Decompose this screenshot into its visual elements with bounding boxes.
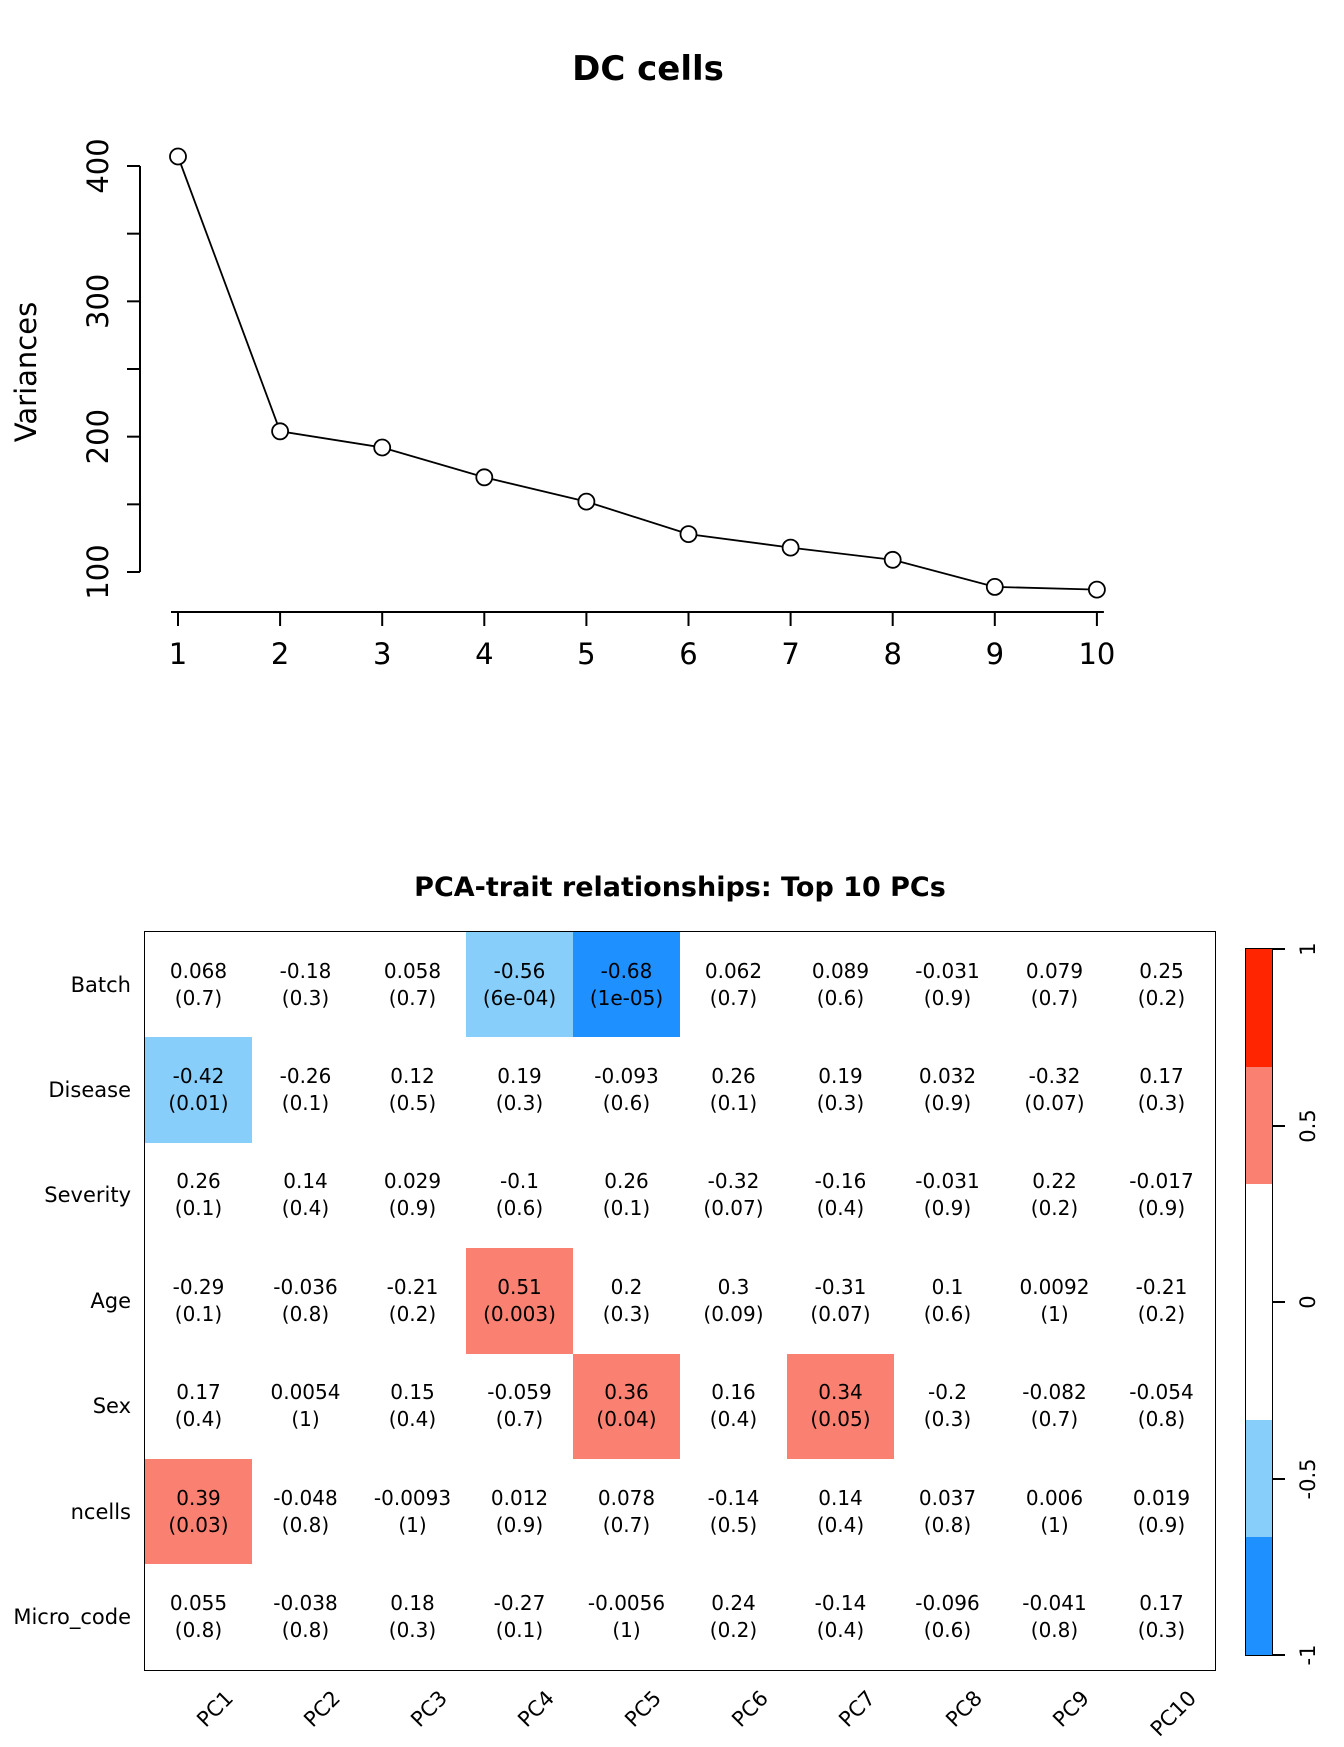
- correlation-value: 0.26: [711, 1064, 756, 1089]
- p-value: (0.8): [281, 1512, 330, 1537]
- correlation-value: -0.16: [814, 1169, 867, 1194]
- correlation-value: 0.16: [711, 1380, 756, 1405]
- correlation-value: -0.29: [172, 1274, 225, 1299]
- heatmap-cell: [359, 1564, 466, 1669]
- scree-point: [578, 494, 594, 510]
- correlation-value: -0.096: [915, 1591, 980, 1616]
- correlation-value: 0.0054: [270, 1380, 341, 1405]
- heatmap-cell: [252, 1459, 359, 1564]
- x-tick-label: 9: [985, 637, 1005, 671]
- correlation-value: 0.006: [1025, 1485, 1084, 1510]
- heatmap-col-label: PC4: [512, 1685, 559, 1732]
- heatmap-cell: [466, 932, 573, 1037]
- correlation-value: 0.058: [383, 958, 442, 983]
- heatmap-row-label: Severity: [44, 1183, 131, 1208]
- heatmap-cell: [680, 1354, 787, 1459]
- correlation-value: -0.18: [279, 958, 332, 983]
- p-value: (1): [1040, 1301, 1069, 1326]
- p-value: (0.6): [495, 1196, 544, 1221]
- p-value: (0.7): [1030, 1407, 1079, 1432]
- p-value: (0.8): [923, 1512, 972, 1537]
- p-value: (0.3): [1137, 1618, 1186, 1643]
- correlation-value: 0.078: [597, 1485, 656, 1510]
- correlation-value: 0.0092: [1019, 1274, 1090, 1299]
- correlation-value: 0.032: [918, 1064, 977, 1089]
- correlation-value: -0.27: [493, 1591, 546, 1616]
- correlation-value: 0.36: [604, 1380, 649, 1405]
- correlation-value: -0.2: [927, 1380, 968, 1405]
- p-value: (0.1): [281, 1091, 330, 1116]
- correlation-value: 0.34: [818, 1380, 863, 1405]
- p-value: (0.6): [602, 1091, 651, 1116]
- heatmap-cell: [680, 932, 787, 1037]
- p-value: (0.2): [388, 1301, 437, 1326]
- heatmap-cell: [573, 1143, 680, 1248]
- correlation-value: -0.031: [915, 1169, 980, 1194]
- heatmap-cell: [573, 1459, 680, 1564]
- correlation-value: -0.0093: [373, 1485, 452, 1510]
- correlation-value: -0.036: [273, 1274, 338, 1299]
- heatmap-cell: [1001, 1564, 1108, 1669]
- p-value: (0.2): [709, 1618, 758, 1643]
- heatmap-col-label: PC8: [940, 1685, 987, 1732]
- p-value: (0.6): [816, 985, 865, 1010]
- scree-title: DC cells: [572, 49, 724, 89]
- heatmap-cell: [466, 1143, 573, 1248]
- p-value: (0.4): [816, 1512, 865, 1537]
- p-value: (0.9): [1137, 1196, 1186, 1221]
- heatmap-cell: [680, 1248, 787, 1353]
- p-value: (0.3): [602, 1301, 651, 1326]
- heatmap-cell: [466, 1037, 573, 1142]
- colorbar-tick: [1272, 948, 1285, 950]
- p-value: (0.3): [388, 1618, 437, 1643]
- p-value: (0.9): [923, 985, 972, 1010]
- colorbar-segment: [1246, 1537, 1272, 1655]
- correlation-value: -0.1: [499, 1169, 540, 1194]
- p-value: (0.4): [281, 1196, 330, 1221]
- correlation-value: 0.17: [1139, 1591, 1184, 1616]
- colorbar-tick-label: 0: [1296, 1295, 1320, 1309]
- p-value: (0.9): [495, 1512, 544, 1537]
- correlation-value: 0.51: [497, 1274, 542, 1299]
- heatmap-cell: [145, 1037, 252, 1142]
- heatmap-col-label: PC9: [1047, 1685, 1094, 1732]
- heatmap-cell: [145, 1564, 252, 1669]
- p-value: (0.07): [703, 1196, 764, 1221]
- correlation-value: 0.25: [1139, 958, 1184, 983]
- correlation-value: 0.19: [818, 1064, 863, 1089]
- heatmap-row-label: ncells: [70, 1499, 131, 1524]
- p-value: (0.03): [168, 1512, 229, 1537]
- p-value: (0.1): [174, 1196, 223, 1221]
- p-value: (6e-04): [482, 985, 557, 1010]
- p-value: (0.05): [810, 1407, 871, 1432]
- heatmap-col-label: PC7: [833, 1685, 880, 1732]
- correlation-value: 0.037: [918, 1485, 977, 1510]
- x-tick-label: 2: [270, 637, 290, 671]
- heatmap-cell: [359, 1354, 466, 1459]
- p-value: (0.3): [923, 1407, 972, 1432]
- heatmap-cell: [787, 932, 894, 1037]
- p-value: (0.3): [1137, 1091, 1186, 1116]
- heatmap-cell: [466, 1564, 573, 1669]
- heatmap-cell: [680, 1564, 787, 1669]
- heatmap-cell: [252, 1354, 359, 1459]
- heatmap-cell: [1108, 1248, 1215, 1353]
- heatmap-row-label: Age: [90, 1288, 131, 1313]
- p-value: (0.4): [388, 1407, 437, 1432]
- correlation-value: -0.32: [707, 1169, 760, 1194]
- heatmap-cell: [894, 1037, 1001, 1142]
- scree-point: [272, 423, 288, 439]
- correlation-value: -0.048: [273, 1485, 338, 1510]
- heatmap-cell: [1001, 1248, 1108, 1353]
- p-value: (0.7): [602, 1512, 651, 1537]
- p-value: (0.8): [1137, 1407, 1186, 1432]
- colorbar-tick: [1272, 1478, 1285, 1480]
- heatmap-cell: [252, 932, 359, 1037]
- scree-point: [374, 440, 390, 456]
- p-value: (0.3): [495, 1091, 544, 1116]
- x-tick-label: 7: [781, 637, 800, 671]
- p-value: (0.4): [174, 1407, 223, 1432]
- p-value: (0.2): [1137, 985, 1186, 1010]
- heatmap-cell: [573, 1354, 680, 1459]
- heatmap-cell: [1108, 1143, 1215, 1248]
- scree-point: [1089, 582, 1105, 598]
- y-tick-label: 400: [81, 138, 115, 194]
- heatmap-cell: [1001, 1459, 1108, 1564]
- correlation-value: -0.68: [600, 958, 653, 983]
- correlation-value: 0.068: [169, 958, 228, 983]
- correlation-value: 0.1: [931, 1274, 964, 1299]
- heatmap-cell: [359, 1037, 466, 1142]
- scree-point: [170, 149, 186, 165]
- p-value: (0.9): [388, 1196, 437, 1221]
- heatmap-cell: [787, 1248, 894, 1353]
- x-tick-label: 6: [679, 637, 698, 671]
- p-value: (0.9): [923, 1091, 972, 1116]
- heatmap-cell: [894, 1143, 1001, 1248]
- p-value: (0.9): [923, 1196, 972, 1221]
- p-value: (1e-05): [589, 985, 664, 1010]
- heatmap-cell: [359, 1248, 466, 1353]
- p-value: (0.3): [816, 1091, 865, 1116]
- p-value: (0.8): [281, 1301, 330, 1326]
- colorbar-tick-label: 1: [1296, 942, 1320, 956]
- correlation-value: 0.012: [490, 1485, 549, 1510]
- p-value: (0.1): [602, 1196, 651, 1221]
- heatmap-cell: [1108, 1459, 1215, 1564]
- heatmap-cell: [1108, 1354, 1215, 1459]
- p-value: (0.4): [709, 1407, 758, 1432]
- correlation-value: -0.26: [279, 1064, 332, 1089]
- correlation-value: -0.017: [1129, 1169, 1194, 1194]
- heatmap-cell: [787, 1564, 894, 1669]
- correlation-value: 0.2: [610, 1274, 643, 1299]
- correlation-value: -0.082: [1022, 1380, 1087, 1405]
- p-value: (0.7): [1030, 985, 1079, 1010]
- heatmap-cell: [573, 1564, 680, 1669]
- heatmap-cell: [787, 1459, 894, 1564]
- colorbar-tick-label: -0.5: [1296, 1458, 1320, 1499]
- colorbar-segment: [1246, 1184, 1272, 1419]
- correlation-value: -0.054: [1129, 1380, 1194, 1405]
- correlation-value: 0.24: [711, 1591, 756, 1616]
- x-tick-label: 1: [168, 637, 188, 671]
- p-value: (0.1): [174, 1301, 223, 1326]
- correlation-value: -0.21: [386, 1274, 439, 1299]
- heatmap-row-label: Batch: [70, 972, 131, 997]
- x-tick-label: 4: [475, 637, 494, 671]
- correlation-value: 0.22: [1032, 1169, 1077, 1194]
- heatmap-cell: [359, 1459, 466, 1564]
- heatmap-cell: [894, 932, 1001, 1037]
- x-tick-label: 5: [577, 637, 596, 671]
- heatmap-cell: [252, 1248, 359, 1353]
- heatmap-cell: [894, 1564, 1001, 1669]
- heatmap-row-label: Micro_code: [13, 1605, 131, 1630]
- scree-line: [178, 157, 1097, 590]
- p-value: (0.9): [1137, 1512, 1186, 1537]
- heatmap-col-label: PC10: [1145, 1685, 1201, 1741]
- scree-point: [783, 540, 799, 556]
- heatmap-cell: [1108, 1037, 1215, 1142]
- p-value: (0.003): [483, 1301, 556, 1326]
- colorbar-tick: [1272, 1301, 1285, 1303]
- correlation-value: 0.14: [818, 1485, 863, 1510]
- correlation-value: -0.031: [915, 958, 980, 983]
- scree-ylabel: Variances: [9, 301, 43, 443]
- correlation-value: 0.089: [811, 958, 870, 983]
- heatmap-cell: [359, 932, 466, 1037]
- scree-point: [987, 579, 1003, 595]
- p-value: (0.7): [709, 985, 758, 1010]
- x-tick-label: 8: [883, 637, 902, 671]
- heatmap-cell: [466, 1459, 573, 1564]
- p-value: (0.2): [1137, 1301, 1186, 1326]
- correlation-value: 0.18: [390, 1591, 435, 1616]
- colorbar-tick-label: 0.5: [1296, 1108, 1320, 1143]
- colorbar-tick: [1272, 1654, 1285, 1656]
- p-value: (1): [612, 1618, 641, 1643]
- colorbar-segment: [1246, 949, 1272, 1067]
- heatmap-cell: [680, 1459, 787, 1564]
- p-value: (0.09): [703, 1301, 764, 1326]
- correlation-value: 0.17: [1139, 1064, 1184, 1089]
- correlation-value: 0.26: [176, 1169, 221, 1194]
- p-value: (0.8): [281, 1618, 330, 1643]
- correlation-value: -0.093: [594, 1064, 659, 1089]
- heatmap-cell: [466, 1248, 573, 1353]
- heatmap-cell: [145, 1354, 252, 1459]
- heatmap-cell: [145, 1248, 252, 1353]
- p-value: (0.6): [923, 1618, 972, 1643]
- scree-plot: [0, 0, 1344, 770]
- correlation-value: -0.31: [814, 1274, 867, 1299]
- p-value: (0.8): [1030, 1618, 1079, 1643]
- correlation-value: 0.055: [169, 1591, 228, 1616]
- p-value: (1): [1040, 1512, 1069, 1537]
- correlation-value: -0.0056: [587, 1591, 666, 1616]
- p-value: (0.04): [596, 1407, 657, 1432]
- heatmap-cell: [145, 1459, 252, 1564]
- p-value: (0.7): [495, 1407, 544, 1432]
- scree-point: [885, 552, 901, 568]
- heatmap-col-label: PC2: [298, 1685, 345, 1732]
- colorbar-segment: [1246, 1067, 1272, 1185]
- correlation-value: 0.062: [704, 958, 763, 983]
- heatmap-cell: [145, 932, 252, 1037]
- correlation-value: -0.56: [493, 958, 546, 983]
- correlation-value: -0.14: [814, 1591, 867, 1616]
- heatmap-cell: [466, 1354, 573, 1459]
- scree-point: [681, 526, 697, 542]
- heatmap-row-label: Disease: [48, 1078, 131, 1103]
- correlation-value: 0.019: [1132, 1485, 1191, 1510]
- p-value: (0.4): [816, 1196, 865, 1221]
- correlation-value: 0.029: [383, 1169, 442, 1194]
- heatmap-col-label: PC5: [619, 1685, 666, 1732]
- heatmap-cell: [894, 1459, 1001, 1564]
- p-value: (0.8): [174, 1618, 223, 1643]
- y-tick-label: 200: [81, 408, 115, 465]
- heatmap-cell: [894, 1248, 1001, 1353]
- x-tick-label: 10: [1078, 637, 1116, 671]
- heatmap-cell: [573, 932, 680, 1037]
- heatmap-col-label: PC1: [191, 1685, 238, 1732]
- correlation-value: 0.12: [390, 1064, 435, 1089]
- scree-point: [476, 469, 492, 485]
- p-value: (0.2): [1030, 1196, 1079, 1221]
- p-value: (0.4): [816, 1618, 865, 1643]
- heatmap-cell: [252, 1564, 359, 1669]
- p-value: (0.6): [923, 1301, 972, 1326]
- heatmap-cell: [680, 1037, 787, 1142]
- correlation-value: 0.19: [497, 1064, 542, 1089]
- correlation-value: 0.17: [176, 1380, 221, 1405]
- correlation-value: -0.059: [487, 1380, 552, 1405]
- heatmap-col-label: PC6: [726, 1685, 773, 1732]
- colorbar-tick: [1272, 1125, 1285, 1127]
- correlation-value: -0.32: [1028, 1064, 1081, 1089]
- heatmap-row-label: Sex: [92, 1394, 131, 1419]
- y-tick-label: 300: [81, 273, 115, 330]
- p-value: (1): [398, 1512, 427, 1537]
- heatmap-cell: [359, 1143, 466, 1248]
- p-value: (1): [291, 1407, 320, 1432]
- correlation-value: -0.14: [707, 1485, 760, 1510]
- p-value: (0.07): [1024, 1091, 1085, 1116]
- heatmap-cell: [787, 1037, 894, 1142]
- p-value: (0.1): [495, 1618, 544, 1643]
- correlation-value: 0.26: [604, 1169, 649, 1194]
- p-value: (0.7): [174, 985, 223, 1010]
- heatmap-cell: [573, 1037, 680, 1142]
- correlation-value: 0.14: [283, 1169, 328, 1194]
- heatmap-cell: [787, 1143, 894, 1248]
- heatmap-cell: [145, 1143, 252, 1248]
- heatmap-cell: [1108, 932, 1215, 1037]
- heatmap-cell: [894, 1354, 1001, 1459]
- p-value: (0.1): [709, 1091, 758, 1116]
- correlation-value: -0.038: [273, 1591, 338, 1616]
- heatmap-col-label: PC3: [405, 1685, 452, 1732]
- heatmap-cell: [1001, 1354, 1108, 1459]
- p-value: (0.5): [388, 1091, 437, 1116]
- p-value: (0.07): [810, 1301, 871, 1326]
- heatmap-cell: [1001, 932, 1108, 1037]
- colorbar-tick-label: -1: [1296, 1644, 1320, 1666]
- correlation-value: -0.21: [1135, 1274, 1188, 1299]
- heatmap-title: PCA-trait relationships: Top 10 PCs: [414, 872, 946, 903]
- p-value: (0.7): [388, 985, 437, 1010]
- correlation-value: -0.42: [172, 1064, 225, 1089]
- heatmap-cell: [252, 1037, 359, 1142]
- y-tick-label: 100: [81, 544, 115, 600]
- correlation-value: -0.041: [1022, 1591, 1087, 1616]
- p-value: (0.01): [168, 1091, 229, 1116]
- heatmap-cell: [1108, 1564, 1215, 1669]
- correlation-value: 0.15: [390, 1380, 435, 1405]
- heatmap-cell: [252, 1143, 359, 1248]
- heatmap-cell: [787, 1354, 894, 1459]
- p-value: (0.5): [709, 1512, 758, 1537]
- heatmap-cell: [680, 1143, 787, 1248]
- correlation-value: 0.3: [717, 1274, 750, 1299]
- heatmap-cell: [1001, 1037, 1108, 1142]
- x-tick-label: 3: [372, 637, 392, 671]
- p-value: (0.3): [281, 985, 330, 1010]
- correlation-value: 0.079: [1025, 958, 1084, 983]
- colorbar-segment: [1246, 1420, 1272, 1538]
- heatmap-cell: [573, 1248, 680, 1353]
- heatmap-cell: [1001, 1143, 1108, 1248]
- correlation-value: 0.39: [176, 1485, 221, 1510]
